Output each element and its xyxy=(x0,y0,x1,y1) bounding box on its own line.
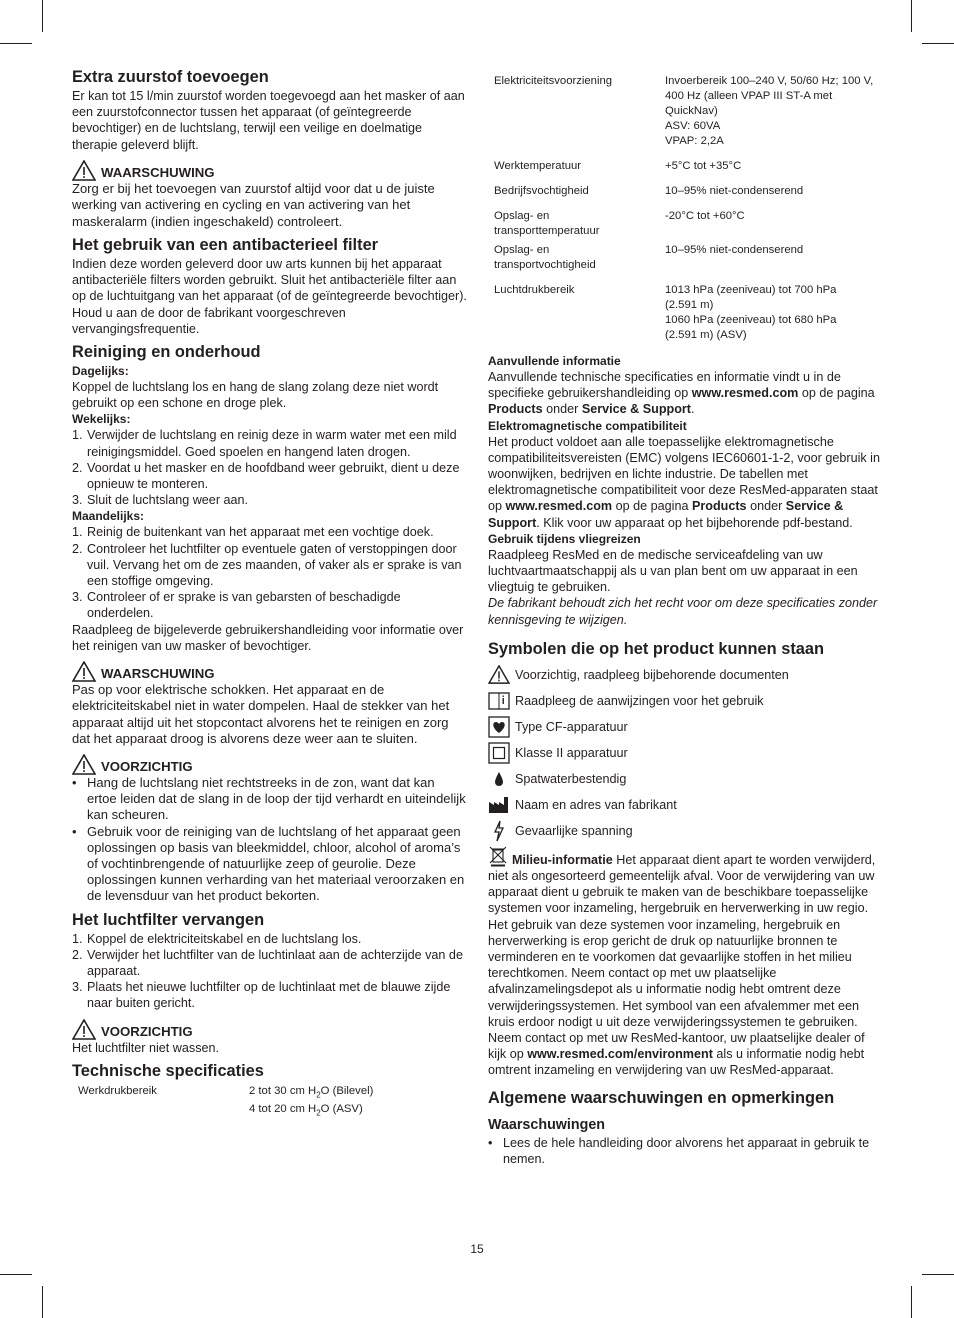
list-item xyxy=(72,541,467,590)
right-column xyxy=(488,74,882,1167)
spec-table xyxy=(72,1084,467,1121)
text: Het apparaat dient apart te worden verwijderd, niet als ongesorteerd gemeentelijk afval. Voor de verwijdering van uw apparaat dient u gebruik te maken van de beschikbare toepasselijke systemen voor inzameling, hergebruik en herverwerking in uw regio. Het gebruik van deze systemen voor inzameling, hergebruik en herverwerking is erop gericht de druk op natuurlijke bronnen te verminderen en te voorkomen dat gevaarlijke stoffen in het milieu terechtkomen. Neem contact op met uw plaatselijke afvalinzamelingsdepot als u informatie nodig hebt omtrent deze verwijderingssystemen. Het symbool van een afvalemmer met een kruis erdoor nodigt u uit deze verwijderingssystemen te gebruiken. Neem contact op met uw ResMed-kantoor, uw plaatselijke dealer of kijk op xyxy=(488,852,876,1062)
item-text: Hang de luchtslang niet rechtstreeks in de zon, want dat kan ertoe leiden dat de slang in de loop der tijd verhardt en uiteindelijk kan scheuren. xyxy=(87,774,466,823)
warnings-list xyxy=(488,1135,882,1167)
spec-key: Opslag- en transportvochtigheid xyxy=(494,244,596,271)
text: onder xyxy=(542,402,582,417)
warning-label: WAARSCHUWING xyxy=(101,164,215,180)
symbol-text: Spatwaterbestendig xyxy=(515,771,627,786)
symbol-row xyxy=(488,743,882,763)
warning-triangle-icon xyxy=(72,661,96,682)
service-text: Service & Support xyxy=(488,499,844,530)
warning-body: Pas op voor elektrische schokken. Het apparaat en de elektriciteitskabel niet in water dompelen. Haal de stekker van het apparaat altijd uit het stopcontact alvorens het te reinigen en zorg dat het apparaat droog is alvorens deze weer aan te sluiten. xyxy=(72,682,450,746)
spec-value: Invoerbereik 100–240 V, 50/60 Hz; 100 V, 400 Hz (alleen VPAP III ST-A met QuickNav) ASV: 60VA VPAP: 2,2A xyxy=(665,75,874,147)
environment-label: Milieu-informatie xyxy=(512,852,613,867)
caution-header xyxy=(72,1019,467,1040)
list-item xyxy=(72,824,467,905)
crop-mark xyxy=(0,43,32,44)
warning-triangle-icon xyxy=(488,665,510,685)
list-item xyxy=(72,931,467,947)
spec-text: O xyxy=(320,1103,330,1115)
text: Aanvullende technische specificaties en informatie vindt u in de specifieke gebruikershandleiding op xyxy=(488,370,841,401)
manual-book-icon xyxy=(488,691,510,711)
heading-general-warnings: Algemene waarschuwingen en opmerkingen xyxy=(488,1088,835,1107)
warning-header xyxy=(72,661,467,682)
extra-info-label: Aanvullende informatie xyxy=(488,354,621,368)
symbol-text: Raadpleeg de aanwijzingen voor het gebruik xyxy=(515,693,764,708)
symbol-row xyxy=(488,665,882,685)
flight-body: Raadpleeg ResMed en de medische serviceafdeling van uw luchtvaartmaatschappij als u van plan bent om uw apparaat in een vliegtuig te gebruiken. xyxy=(488,547,858,595)
warning-body: Zorg er bij het toevoegen van zuurstof altijd voor dat u de juiste werking van activering en cycling en van activering van het maskeralarm (indien ingeschakeld) controleert. xyxy=(72,180,435,229)
heading-tech-specs: Technische specificaties xyxy=(72,1061,264,1080)
symbol-text: Klasse II apparatuur xyxy=(515,745,628,760)
symbol-row xyxy=(488,795,882,815)
bullet: • xyxy=(72,823,77,839)
bullet: • xyxy=(72,774,77,790)
item-number: 1. xyxy=(72,525,83,540)
list-item xyxy=(72,427,467,459)
spec-row xyxy=(488,74,882,149)
filter-steps-list xyxy=(72,931,467,1012)
spec-text: 2 tot 30 cm H xyxy=(249,1084,317,1097)
symbol-row xyxy=(488,717,882,737)
item-number: 2. xyxy=(72,460,83,475)
symbol-row xyxy=(488,821,882,841)
heading-oxygen: Extra zuurstof toevoegen xyxy=(72,68,269,86)
symbol-text: Naam en adres van fabrikant xyxy=(515,797,677,812)
list-item xyxy=(488,1135,882,1167)
spec-row xyxy=(488,159,882,174)
warning-triangle-icon xyxy=(72,754,96,775)
drop-icon xyxy=(488,769,510,789)
text: onder xyxy=(746,499,786,514)
spec-text: 4 tot 20 cm H xyxy=(249,1103,317,1115)
warning-label: WAARSCHUWING xyxy=(101,666,215,682)
spec-table xyxy=(488,74,882,343)
item-text: Controleer of er sprake is van gebarsten of beschadigde onderdelen. xyxy=(87,590,401,621)
crop-mark xyxy=(42,1286,43,1318)
item-text: Controleer het luchtfilter op eventuele gaten of verstoppingen door vuil. Vervang het om de zes maanden, of vaker als er sprake is van een stoffige omgeving. xyxy=(87,541,462,589)
resmed-link[interactable]: www.resmed.com xyxy=(505,499,613,514)
flight-label: Gebruik tijdens vliegreizen xyxy=(488,531,641,546)
heading-cleaning: Reiniging en onderhoud xyxy=(72,343,261,362)
environment-body xyxy=(488,845,882,1079)
list-item xyxy=(72,460,467,492)
spec-value xyxy=(249,1084,373,1121)
list-item xyxy=(72,589,467,621)
crop-mark xyxy=(922,1274,954,1275)
heading-filter: Het gebruik van een antibacterieel filter xyxy=(72,236,379,255)
oxygen-body: Er kan tot 15 l/min zuurstof worden toegevoegd aan het masker of aan een zuurstofconnector tussen het apparaat (of geïntegreerde bevochtiger) en de luchtslang, terwijl een veilige en doelmatige therapie geleverd blijft. xyxy=(72,89,465,152)
spec-row xyxy=(488,184,882,199)
spec-value: +5°C tot +35°C xyxy=(665,160,742,172)
text: . xyxy=(691,402,695,417)
emc-body xyxy=(488,434,882,531)
spec-row xyxy=(488,283,882,343)
caution-label: VOORZICHTIG xyxy=(101,758,193,774)
spec-row xyxy=(488,209,882,239)
extra-info-body xyxy=(488,369,882,418)
disclaimer: De fabrikant behoudt zich het recht voor om deze specificaties zonder kennisgeving te wijzigen. xyxy=(488,596,878,627)
item-number: 3. xyxy=(72,980,83,995)
spec-row xyxy=(488,243,882,273)
cf-heart-icon xyxy=(488,717,510,737)
daily-label: Dagelijks: xyxy=(72,364,129,379)
spec-key: Bedrijfsvochtigheid xyxy=(494,185,589,197)
crop-mark xyxy=(911,1286,912,1318)
caution-label: VOORZICHTIG xyxy=(101,1023,193,1039)
resmed-link[interactable]: www.resmed.com xyxy=(691,386,799,401)
spec-key: Opslag- en transporttemperatuur xyxy=(494,210,600,237)
item-text: Verwijder de luchtslang en reinig deze in warm water met een mild reinigingsmiddel. Goed spoelen en hangend laten drogen. xyxy=(87,428,457,459)
page-number: 15 xyxy=(470,1242,484,1256)
symbol-text: Voorzichtig, raadpleeg bijbehorende documenten xyxy=(515,667,789,682)
crop-mark xyxy=(911,0,912,32)
symbol-text: Gevaarlijke spanning xyxy=(515,823,633,838)
warning-triangle-icon xyxy=(72,160,96,181)
heading-warnings: Waarschuwingen xyxy=(488,1116,606,1133)
warning-header xyxy=(72,160,467,181)
item-number: 3. xyxy=(72,590,83,605)
emc-label: Elektromagnetische compatibiliteit xyxy=(488,418,687,433)
symbol-row xyxy=(488,769,882,789)
products-text: Products xyxy=(691,499,747,514)
item-number: 1. xyxy=(72,428,83,443)
environment-link[interactable]: www.resmed.com/environment xyxy=(527,1047,713,1062)
list-item xyxy=(72,492,467,508)
crossed-bin-icon xyxy=(488,845,508,867)
spec-row xyxy=(72,1084,467,1121)
products-text: Products xyxy=(488,402,543,417)
daily-body: Koppel de luchtslang los en hang de slang zolang deze niet wordt gebruikt op een schone en droge plek. xyxy=(72,380,439,411)
service-text: Service & Support xyxy=(581,402,691,417)
caution-body: Het luchtfilter niet wassen. xyxy=(72,1040,219,1055)
spec-sub: 2 xyxy=(316,1108,321,1118)
item-text: Gebruik voor de reiniging van de luchtslang of het apparaat geen oplossingen op basis van bleekmiddel, chloor, alcohol of aroma’s of vochtinbrengende of natuurlijke zeep of geurolie. Deze oplossingen kunnen verharding van het materiaal veroorzaken en de levensduur van het product bekorten. xyxy=(87,823,465,904)
text: . Klik voor uw apparaat op het bijbehorende pdf-bestand. xyxy=(536,515,853,530)
list-item xyxy=(72,775,467,824)
spec-key: Werktemperatuur xyxy=(494,160,582,172)
heading-symbols: Symbolen die op het product kunnen staan xyxy=(488,639,825,658)
spec-key: Elektriciteitsvoorziening xyxy=(494,75,613,87)
crop-mark xyxy=(0,1274,32,1275)
spec-text: (Bilevel) xyxy=(329,1084,374,1097)
list-item xyxy=(72,524,467,540)
item-text: Verwijder het luchtfilter van de luchtinlaat aan de achterzijde van de apparaat. xyxy=(87,947,463,978)
caution-header xyxy=(72,754,467,775)
bullet: • xyxy=(488,1135,493,1150)
double-square-icon xyxy=(488,743,510,763)
list-item xyxy=(72,947,467,979)
weekly-list xyxy=(72,427,467,508)
item-number: 2. xyxy=(72,947,83,962)
item-text: Reinig de buitenkant van het apparaat met een vochtige doek. xyxy=(87,525,434,540)
monthly-list xyxy=(72,524,467,621)
text: Het product voldoet aan alle toepasselijke elektromagnetische compatibiliteitsvereisten (EMC) volgens IEC60601-1-2, voor gebruik in woonwijken, bedrijven en lichte industrie. De tabellen met elektromagnetische compatibiliteit voor deze ResMed-apparaten staat op xyxy=(488,434,880,514)
monthly-label: Maandelijks: xyxy=(72,509,145,524)
warning-triangle-icon xyxy=(72,1019,96,1040)
item-text: Voordat u het masker en de hoofdband weer gebruikt, dient u deze opnieuw te monteren. xyxy=(87,460,460,492)
lightning-icon xyxy=(488,821,510,841)
spec-text: (ASV) xyxy=(329,1103,363,1115)
item-number: 1. xyxy=(72,931,83,946)
item-text: Koppel de elektriciteitskabel en de luchtslang los. xyxy=(87,931,362,946)
item-number: 3. xyxy=(72,493,83,508)
spec-value: -20°C tot +60°C xyxy=(665,210,745,222)
consult-body: Raadpleeg de bijgeleverde gebruikershandleiding voor informatie over het reinigen van uw masker of bevochtiger. xyxy=(72,622,464,653)
item-text: Plaats het nieuwe luchtfilter op de luchtinlaat met de blauwe zijde naar buiten gericht. xyxy=(87,980,451,1011)
caution-list xyxy=(72,775,467,905)
left-column xyxy=(72,68,467,1120)
spec-key: Werkdrukbereik xyxy=(78,1084,157,1097)
text: als u informatie nodig hebt omtrent inzameling en verwijdering van uw ResMed-apparaat. xyxy=(488,1047,865,1078)
heading-filter-replace: Het luchtfilter vervangen xyxy=(72,910,265,929)
text: op de pagina xyxy=(798,386,875,401)
spec-value: 10–95% niet-condenserend xyxy=(665,244,804,256)
spec-text: O xyxy=(320,1084,330,1097)
filter-body: Indien deze worden geleverd door uw arts kunnen bij het apparaat antibacteriële filters worden gebruikt. Sluit het antibacteriële filter aan op de luchtuitgang van het apparaat (of de geïntegreerde bevochtiger). Houd u aan de door de fabrikant voorgeschreven vervangingsfrequentie. xyxy=(72,257,467,336)
text: op de pagina xyxy=(612,499,692,514)
spec-value: 10–95% niet-condenserend xyxy=(665,185,804,197)
crop-mark xyxy=(922,43,954,44)
spec-value: 1013 hPa (zeeniveau) tot 700 hPa (2.591 m) 1060 hPa (zeeniveau) tot 680 hPa (2.591 m) (ASV) xyxy=(665,284,837,341)
item-text: Lees de hele handleiding door alvorens het apparaat in gebruik te nemen. xyxy=(503,1135,870,1166)
spec-key: Luchtdrukbereik xyxy=(494,284,575,296)
item-number: 2. xyxy=(72,541,83,556)
crop-mark xyxy=(42,0,43,32)
factory-icon xyxy=(488,795,510,815)
symbol-row xyxy=(488,691,882,711)
item-text: Sluit de luchtslang weer aan. xyxy=(87,493,249,508)
list-item xyxy=(72,979,467,1011)
symbol-text: Type CF-apparatuur xyxy=(515,719,628,734)
weekly-label: Wekelijks: xyxy=(72,412,131,427)
spec-sub: 2 xyxy=(316,1090,321,1099)
